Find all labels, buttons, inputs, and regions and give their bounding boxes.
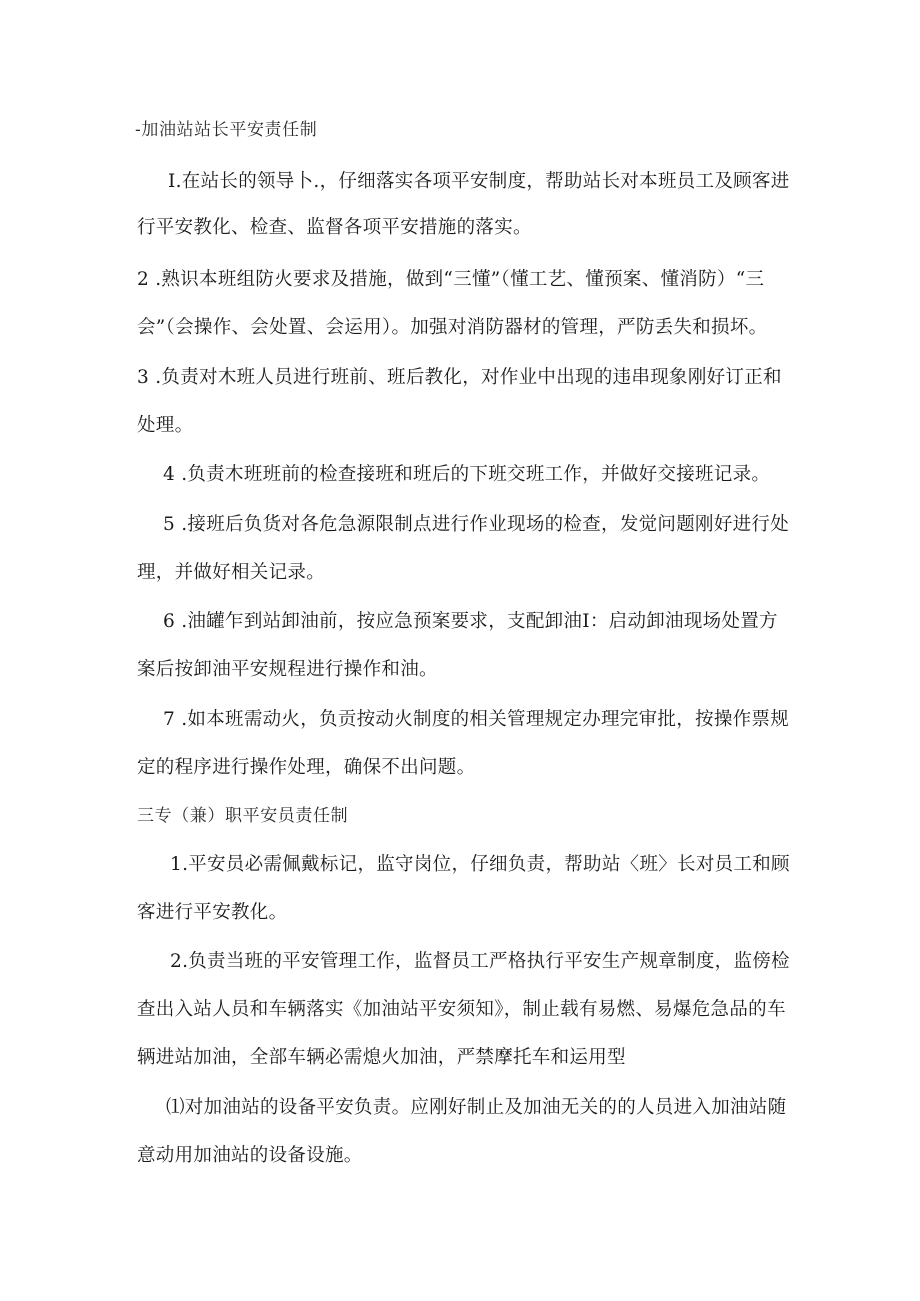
paragraph-line: 处理。 xyxy=(137,415,194,436)
paragraph-line: 辆进站加油，全部车辆必需熄火加油，严禁摩托车和运用型 xyxy=(137,1047,626,1068)
paragraph-line: 定的程序进行操作处理，确保不出问题。 xyxy=(137,757,476,778)
paragraph-line: 5 .接班后负货对各危急源限制点进行作业现场的检查，发觉问题刚好进行处 xyxy=(163,514,790,535)
paragraph-line: 客进行平安教化。 xyxy=(137,902,288,923)
section-title-station-master: -加油站站长平安责任制 xyxy=(135,120,318,140)
paragraph-line: 查出入站人员和车辆落实《加油站平安须知》，制止载有易燃、易爆危急品的车 xyxy=(137,999,786,1020)
paragraph-line: 会”（会操作、会处置、会运用）。加强对消防器材的管理，严防丢失和损坏。 xyxy=(137,317,768,338)
paragraph-line: 意动用加油站的设备设施。 xyxy=(137,1145,363,1166)
section-title-safety-officer: 三专（兼）职平安员责任制 xyxy=(137,806,349,826)
paragraph-line: I.在站长的领导卜.，仔细落实各项平安制度，帮助站长对本班员工及顾客进 xyxy=(168,171,790,192)
paragraph-line: 4 .负责木班班前的检查接班和班后的下班交班工作，并做好交接班记录。 xyxy=(163,464,771,485)
paragraph-line: 行平安教化、检查、监督各项平安措施的落实。 xyxy=(137,217,532,238)
paragraph-line: 2 .熟识本班组防火要求及措施，做到“三懂”（懂工艺、懂预案、懂消防）“三 xyxy=(137,269,765,290)
paragraph-line: 2.负责当班的平安管理工作，监督员工严格执行平安生产规章制度，监傍检 xyxy=(170,951,790,972)
paragraph-line: 7 .如本班需动火，负贡按动火制度的相关管理规定办理完审批，按操作票规 xyxy=(163,709,790,730)
paragraph-line: 理，并做好相关记录。 xyxy=(137,562,326,583)
paragraph-line: 案后按卸油平安规程进行操作和油。 xyxy=(137,659,438,680)
paragraph-line: 1.平安员必需佩戴标记，监守岗位，仔细负责，帮助站〈班〉长对员工和顾 xyxy=(170,854,790,875)
paragraph-line: ⑴对加油站的设备平安负责。应刚好制止及加油无关的的人员进入加油站随 xyxy=(166,1097,787,1118)
paragraph-line: 6 .油罐乍到站卸油前，按应急预案要求，支配卸油I：启动卸油现场处置方 xyxy=(163,611,778,632)
paragraph-line: 3 .负责对木班人员进行班前、班后教化，对作业中出现的违串现象刚好订正和 xyxy=(137,367,782,388)
